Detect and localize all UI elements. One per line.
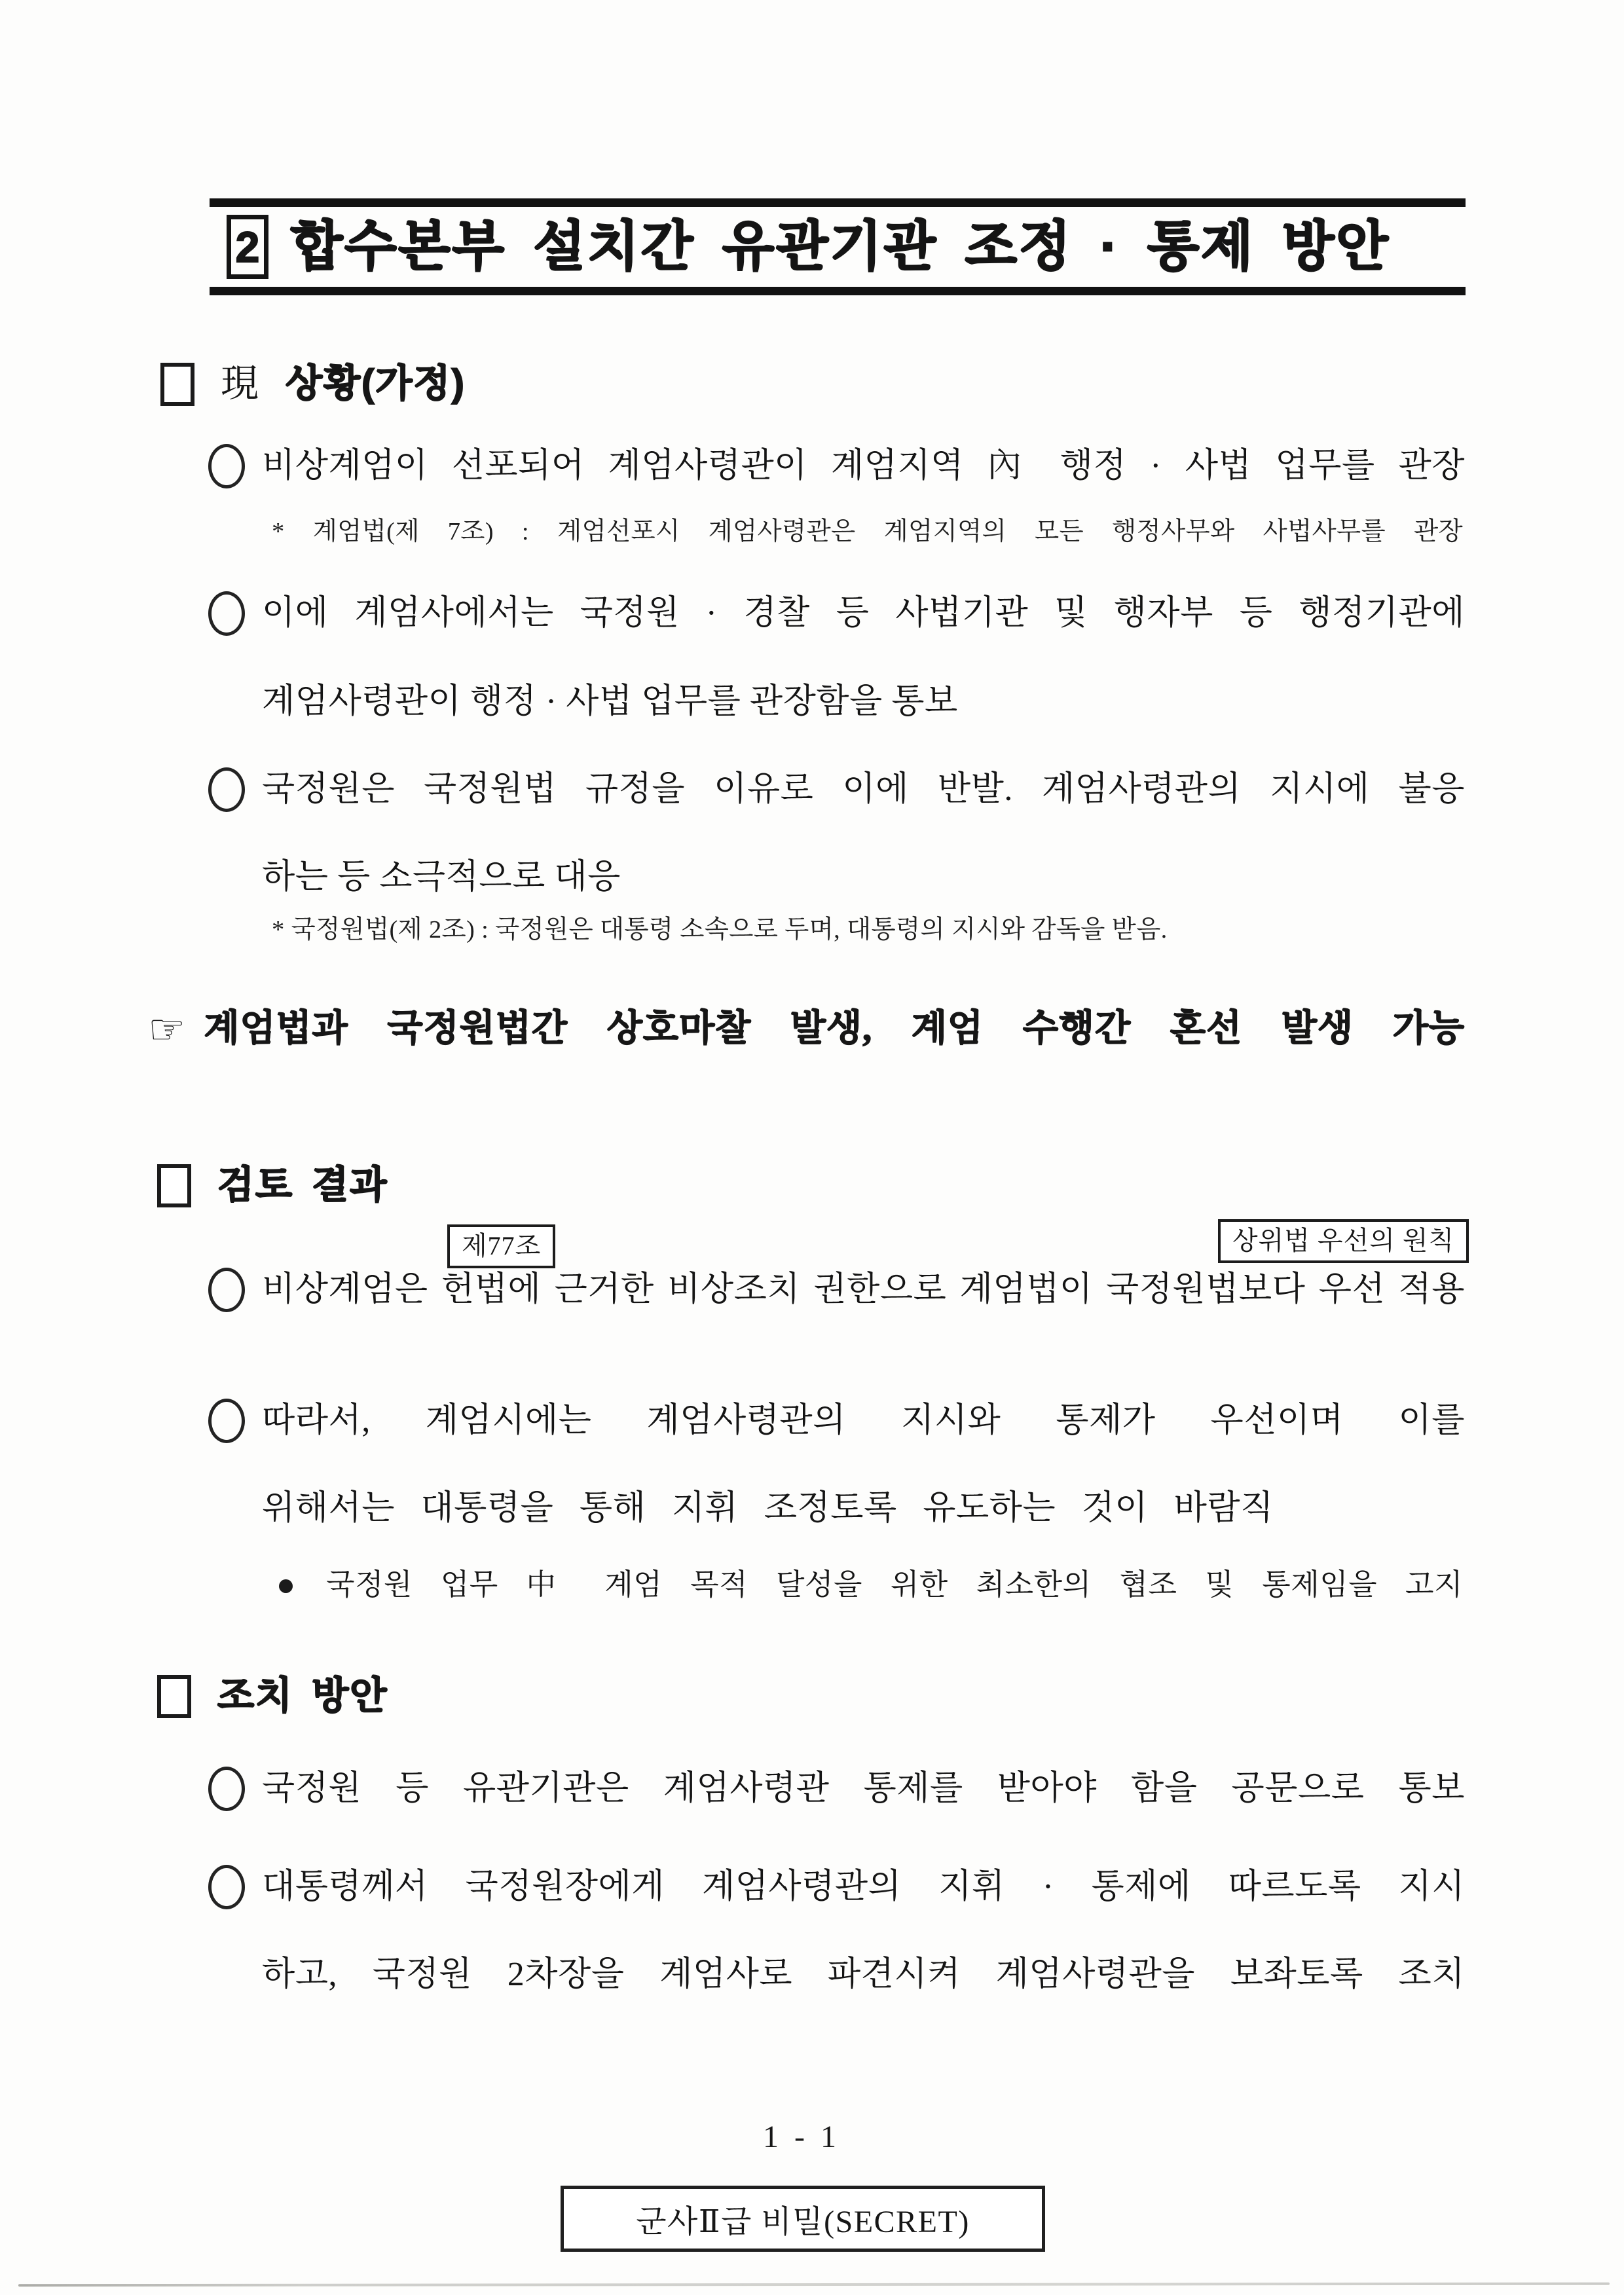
title-number: 2 [235, 223, 260, 271]
conclusion-text: 계엄법과 국정원법간 상호마찰 발생, 계엄 수행간 혼선 발생 가능 [204, 1008, 1465, 1049]
classification-stamp [561, 2186, 1045, 2252]
page-title: 합수본부 설치간 유관기관 조정 · 통제 방안 [291, 217, 1390, 276]
section-heading-hanja: 現 [221, 362, 260, 405]
circle-bullet-icon [208, 1865, 245, 1909]
bullet-text: 비상계엄은 헌법에 근거한 비상조치 권한으로 계엄법이 국정원법보다 우선 적용 [262, 1271, 1465, 1308]
bullet-item [208, 1268, 1465, 1312]
bullet-text: 따라서, 계엄시에는 계엄사령관의 지시와 통제가 우선이며 이를 [262, 1402, 1465, 1439]
scan-artifact-line [18, 2283, 1610, 2287]
conclusion-callout [148, 1007, 1465, 1053]
bullet-text-continued: 하는 등 소극적으로 대응 [262, 858, 621, 896]
pointing-finger-icon: ☞ [148, 1006, 186, 1053]
circle-bullet-icon [208, 1399, 245, 1443]
page-number: 1 - 1 [763, 2120, 840, 2154]
bullet-item [208, 444, 1465, 488]
small-bullet-dot-icon [279, 1579, 293, 1593]
bullet-text: 이에 계엄사에서는 국정원 · 경찰 등 사법기관 및 행자부 등 행정기관에 [262, 595, 1465, 632]
bullet-text: 국정원은 국정원법 규정을 이유로 이에 반발. 계엄사령관의 지시에 불응 [262, 771, 1465, 808]
checkbox-marker-icon [160, 363, 194, 406]
section-heading-situation [160, 361, 466, 406]
sub-bullet-text: 국정원 업무 中 계엄 목적 달성을 위한 최소한의 협조 및 통제임을 고지 [326, 1568, 1463, 1601]
tag-article-77: 제77조 [447, 1224, 555, 1268]
checkbox-marker-icon [157, 1675, 191, 1718]
circle-bullet-icon [208, 1767, 245, 1811]
circle-bullet-icon [208, 1268, 245, 1312]
bullet-text-continued: 하고, 국정원 2차장을 계엄사로 파견시켜 계엄사령관을 보좌토록 조치 [262, 1956, 1465, 1993]
title-banner [210, 198, 1466, 295]
bullet-text: 국정원 등 유관기관은 계엄사령관 통제를 받아야 함을 공문으로 통보 [262, 1770, 1465, 1807]
section-heading-review [157, 1163, 388, 1207]
footnote: * 국정원법(제 2조) : 국정원은 대통령 소속으로 두며, 대통령의 지시와 감독을 받음. [272, 916, 1168, 944]
bullet-text: 대통령께서 국정원장에게 계엄사령관의 지휘 · 통제에 따르도록 지시 [262, 1868, 1465, 1905]
checkbox-marker-icon [157, 1164, 191, 1207]
circle-bullet-icon [208, 444, 245, 488]
section-heading-label: 상황(가정) [286, 362, 466, 405]
bullet-item [208, 591, 1465, 636]
tag-higher-law-principle: 상위법 우선의 원칙 [1218, 1219, 1469, 1263]
circle-bullet-icon [208, 767, 245, 812]
section-heading-label: 검토 결과 [217, 1164, 388, 1206]
classification-text: 군사Ⅱ급 비밀(SECRET) [636, 2205, 970, 2239]
section-heading-actions [157, 1674, 388, 1718]
bullet-item [208, 1767, 1465, 1811]
bullet-text: 비상계엄이 선포되어 계엄사령관이 계엄지역 內 행정 · 사법 업무를 관장 [262, 447, 1465, 485]
bullet-item [208, 767, 1465, 812]
footnote: * 계엄법(제 7조) : 계엄선포시 계엄사령관은 계엄지역의 모든 행정사무와 사법사무를 관장 [272, 518, 1463, 545]
section-heading-label: 조치 방안 [217, 1674, 388, 1717]
bullet-text-continued: 계엄사령관이 행정 · 사법 업무를 관장함을 통보 [262, 683, 958, 720]
title-number-box [227, 215, 268, 279]
bullet-item [208, 1865, 1465, 1909]
circle-bullet-icon [208, 591, 245, 636]
bullet-text-continued: 위해서는 대통령을 통해 지휘 조정토록 유도하는 것이 바람직 [262, 1490, 1274, 1527]
bullet-item [208, 1399, 1465, 1443]
